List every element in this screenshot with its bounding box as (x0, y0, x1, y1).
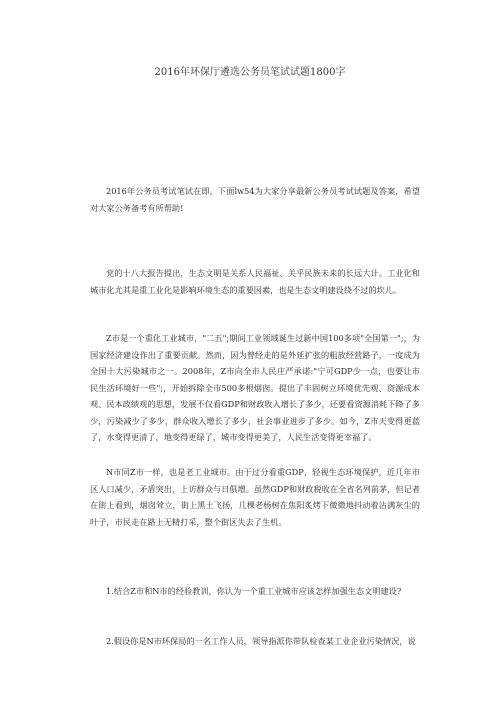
intro-paragraph: 2016年公务员考试笔试在即，下面lw54为大家分享最新公务员考试试题及答案，希望对大家公务备考有所帮助! (90, 186, 420, 213)
n-city-paragraph: N市同Z市一样，也是老工业城市。由于过分看重GDP，轻视生态环境保护，近几年市区人口减少，矛盾突出，上访群众与日俱增。虽然GDP和财政税收在全省名列前茅，但记者在街上看到，烟囱耸立，街上黑土飞扬，几棵老杨树在焦阳炙烤下微微地抖动着沾满灰尘的叶子，市民走在路上无精打采，整个街区失去了生机。 (90, 467, 420, 527)
document-title: 2016年环保厅遴选公务员笔试试题1800字 (154, 67, 346, 78)
z-city-paragraph: Z市是一个重化工业城市，"二五";期间工业领域诞生过新中国100多项"全国第一";，为国家经济建设作出了重要贡献。然而，因为曾经走的是外延扩张的粗放经营路子，一度成为全国十大污染城市之一。2008年，Z市向全市人民庄严承诺:"宁可GDP少一点，也要让市民生活环境好一些";，开始拆除全市500多根烟囱。提出了丰固树立环境优先观、资源成本观、民本政绩观的思想，发展不仅看GDP和财政收入增长了多少，还要看资源消耗下降了多少，污染减少了多少，群众收入增长了多少，社会事业进步了多少。如今，Z市天变得更蓝了，水变得更清了，地变得更绿了，城市变得更美了，人民生活变得更幸福了。 (90, 333, 420, 442)
question-1: 1.结合Z市和N市的经验教训，你认为一个重工业城市应该怎样加强生态文明建设? (106, 586, 402, 596)
party-report-paragraph: 党的十八大报告提出，生态文明是关系人民福祉、关乎民族未来的长远大计。工业化和城市化尤其是重工业化是影响环境生态的重要因素，也是生态文明建设绕不过的坎儿。 (90, 268, 420, 295)
question-2: 2.假设你是N市环保局的一名工作人员，领导指派你带队检查某工业企业污染情况，说 (106, 636, 416, 646)
